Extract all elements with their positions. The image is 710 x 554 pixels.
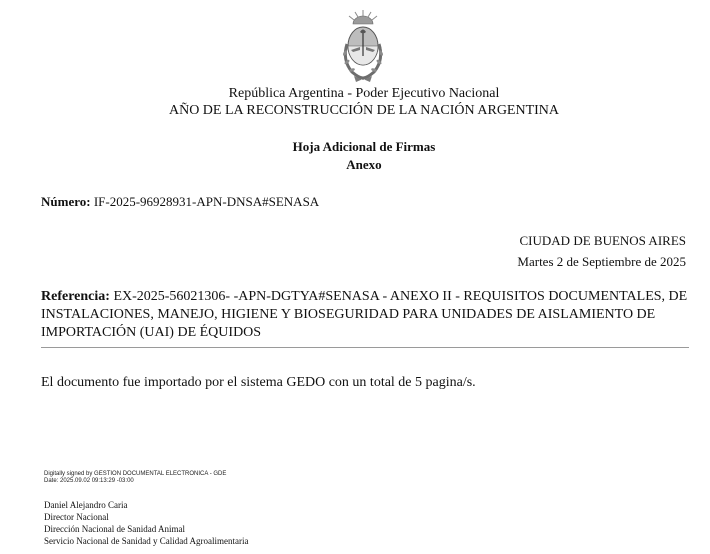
reference-block	[41, 288, 691, 342]
signer-organization: Servicio Nacional de Sanidad y Calidad Agroalimentaria	[44, 536, 249, 546]
digital-signature-stamp	[44, 471, 226, 485]
document-city: CIUDAD DE BUENOS AIRES	[519, 233, 686, 248]
header-institution: República Argentina - Poder Ejecutivo Nacional	[228, 86, 500, 101]
coat-of-arms-icon	[338, 8, 388, 84]
document-date: Martes 2 de Septiembre de 2025	[517, 254, 686, 269]
reference-label: Referencia:	[41, 289, 110, 304]
signer-name: Daniel Alejandro Caria	[44, 500, 128, 510]
document-title: Hoja Adicional de Firmas	[292, 139, 436, 154]
header-year-motto: AÑO DE LA RECONSTRUCCIÓN DE LA NACIÓN ARGENTINA	[168, 103, 560, 118]
body-text: El documento fue importado por el sistema GEDO con un total de 5 pagina/s.	[41, 375, 476, 390]
signer-block	[44, 499, 248, 547]
signer-role: Director Nacional	[44, 512, 109, 522]
document-subtitle: Anexo	[346, 157, 382, 172]
digital-signature-signed-by: Digitally signed by GESTION DOCUMENTAL ELECTRONICA - GDE	[44, 471, 227, 477]
document-number	[41, 194, 319, 210]
document-number-label: Número:	[41, 194, 91, 209]
document-number-value: IF-2025-96928931-APN-DNSA#SENASA	[93, 194, 320, 209]
digital-signature-date: Date: 2025.09.02 09:13:29 -03:00	[44, 478, 134, 484]
reference-value: EX-2025-56021306- -APN-DGTYA#SENASA - ANEXO II - REQUISITOS DOCUMENTALES, DE INSTALACIONES, MANEJO, HIGIENE Y BIOSEGURIDAD PARA UNIDADES DE AISLAMIENTO DE IMPORTACIÓN (UAI) DE ÉQUIDOS	[41, 289, 688, 340]
signer-office: Dirección Nacional de Sanidad Animal	[44, 524, 185, 534]
section-divider	[41, 347, 689, 348]
